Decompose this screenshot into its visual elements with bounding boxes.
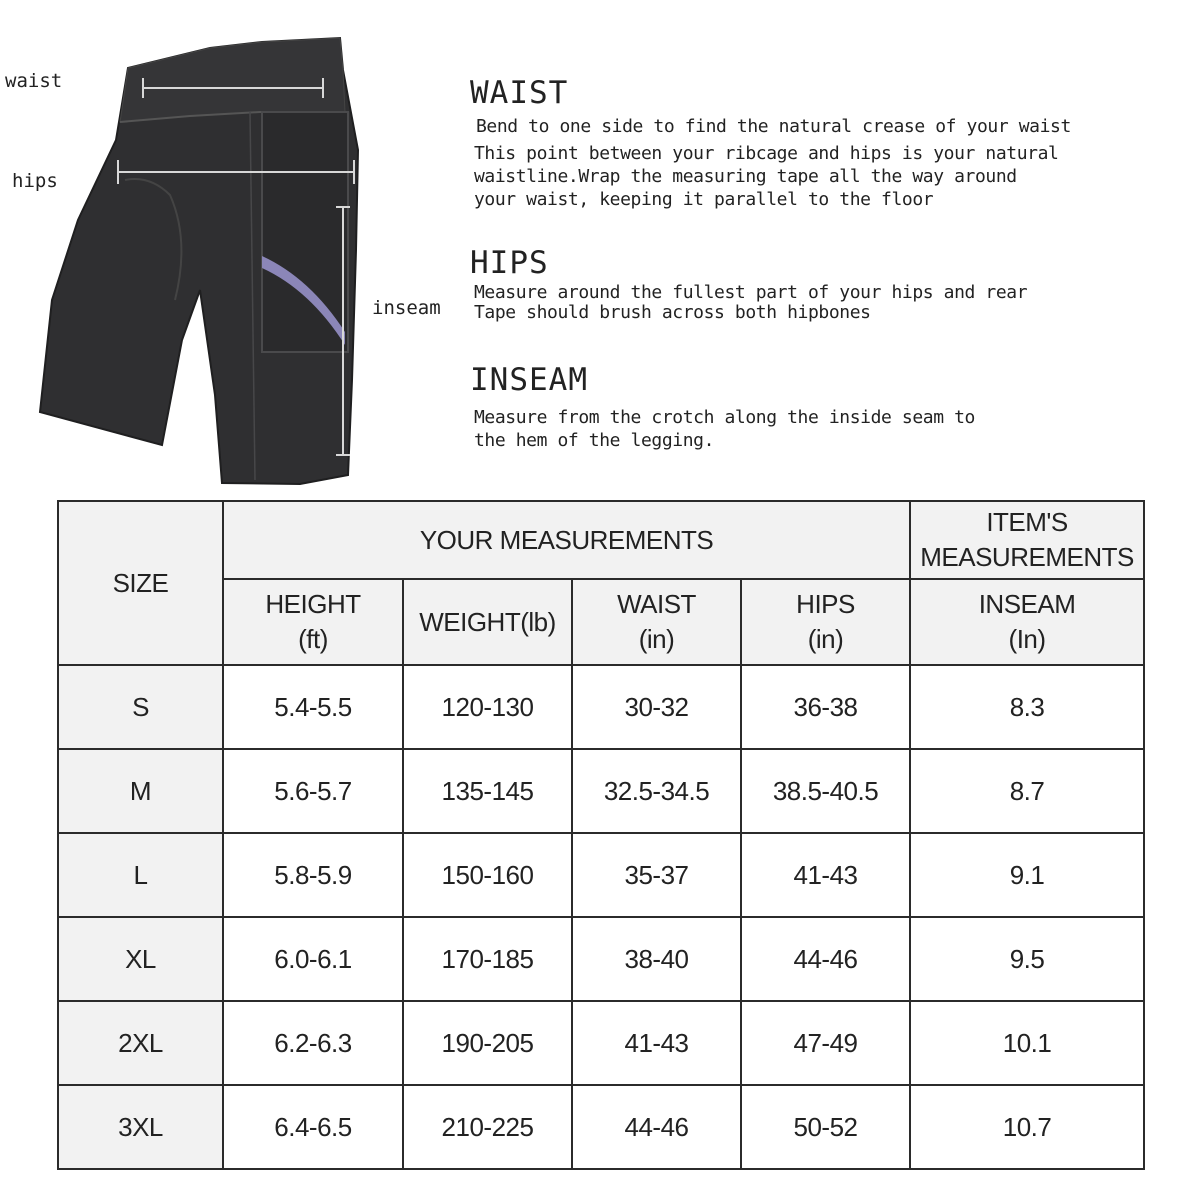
hips-guide-title: HIPS (470, 245, 549, 281)
column-header-waist (572, 579, 741, 665)
table-row (58, 1085, 1144, 1169)
size-chart-table (57, 500, 1145, 1170)
column-header-name: WEIGHT(lb) (419, 606, 556, 637)
weight-cell: 135-145 (403, 749, 572, 833)
inseam-guide-title: INSEAM (470, 362, 588, 398)
shorts-drawing (0, 0, 470, 490)
waist-cell: 38-40 (572, 917, 741, 1001)
height-cell: 5.8-5.9 (223, 833, 403, 917)
waist-guide-title: WAIST (470, 75, 569, 111)
weight-cell: 190-205 (403, 1001, 572, 1085)
waist-guide-line: Bend to one side to find the natural crease of your waist (476, 116, 1071, 137)
column-header-unit: (In) (1008, 624, 1046, 654)
inseam-cell: 8.3 (910, 665, 1144, 749)
column-header-name: HEIGHT (265, 589, 361, 619)
waist-cell: 44-46 (572, 1085, 741, 1169)
size-header: SIZE (58, 501, 223, 665)
height-cell: 6.2-6.3 (223, 1001, 403, 1085)
table-row (58, 665, 1144, 749)
your-measurements-header: YOUR MEASUREMENTS (223, 501, 910, 579)
inseam-cell: 10.7 (910, 1085, 1144, 1169)
waist-guide-line: This point between your ribcage and hips is your natural (474, 143, 1059, 164)
column-header-weight (403, 579, 572, 665)
column-header-name: INSEAM (978, 589, 1076, 619)
size-cell: XL (58, 917, 223, 1001)
size-cell: 3XL (58, 1085, 223, 1169)
hips-cell: 50-52 (741, 1085, 910, 1169)
hips-guide-line: Measure around the fullest part of your hips and rear (474, 282, 1028, 303)
hips-cell: 44-46 (741, 917, 910, 1001)
column-header-name: HIPS (796, 589, 855, 619)
inseam-guide (470, 362, 1160, 452)
table-row (58, 833, 1144, 917)
hips-guide-line: Tape should brush across both hipbones (474, 302, 871, 323)
waist-cell: 41-43 (572, 1001, 741, 1085)
column-header-height (223, 579, 403, 665)
waist-label: waist (5, 70, 63, 92)
size-cell: 2XL (58, 1001, 223, 1085)
hips-cell: 36-38 (741, 665, 910, 749)
hips-cell: 38.5-40.5 (741, 749, 910, 833)
weight-cell: 120-130 (403, 665, 572, 749)
weight-cell: 210-225 (403, 1085, 572, 1169)
inseam-label: inseam (372, 297, 441, 319)
column-header-unit: (ft) (298, 624, 328, 654)
inseam-guide-line: Measure from the crotch along the inside seam to (474, 407, 975, 428)
column-header-unit: (in) (807, 624, 844, 654)
height-cell: 5.4-5.5 (223, 665, 403, 749)
inseam-cell: 9.5 (910, 917, 1144, 1001)
size-cell: L (58, 833, 223, 917)
size-cell: M (58, 749, 223, 833)
column-header-name: WAIST (617, 589, 696, 619)
inseam-cell: 9.1 (910, 833, 1144, 917)
hips-label: hips (12, 170, 58, 192)
hips-cell: 47-49 (741, 1001, 910, 1085)
items-measurements-header (910, 501, 1144, 579)
waist-guide-line: your waist, keeping it parallel to the floor (474, 189, 934, 210)
height-cell: 5.6-5.7 (223, 749, 403, 833)
waist-guide-line: waistline.Wrap the measuring tape all the way around (474, 166, 1017, 187)
waistband (120, 38, 345, 122)
waist-cell: 32.5-34.5 (572, 749, 741, 833)
shorts-illustration (0, 0, 470, 490)
table-row (58, 917, 1144, 1001)
column-header-hips (741, 579, 910, 665)
items-measurements-header-line: ITEM'S (986, 507, 1068, 537)
table-row (58, 749, 1144, 833)
inseam-cell: 10.1 (910, 1001, 1144, 1085)
waist-cell: 35-37 (572, 833, 741, 917)
height-cell: 6.0-6.1 (223, 917, 403, 1001)
waist-cell: 30-32 (572, 665, 741, 749)
table-row (58, 1001, 1144, 1085)
inseam-cell: 8.7 (910, 749, 1144, 833)
column-header-inseam (910, 579, 1144, 665)
size-cell: S (58, 665, 223, 749)
height-cell: 6.4-6.5 (223, 1085, 403, 1169)
inseam-guide-line: the hem of the legging. (474, 430, 715, 451)
hips-cell: 41-43 (741, 833, 910, 917)
weight-cell: 170-185 (403, 917, 572, 1001)
column-header-unit: (in) (638, 624, 675, 654)
hips-guide (470, 245, 1160, 322)
items-measurements-header-line: MEASUREMENTS (920, 542, 1134, 572)
waist-guide (470, 75, 1160, 211)
weight-cell: 150-160 (403, 833, 572, 917)
